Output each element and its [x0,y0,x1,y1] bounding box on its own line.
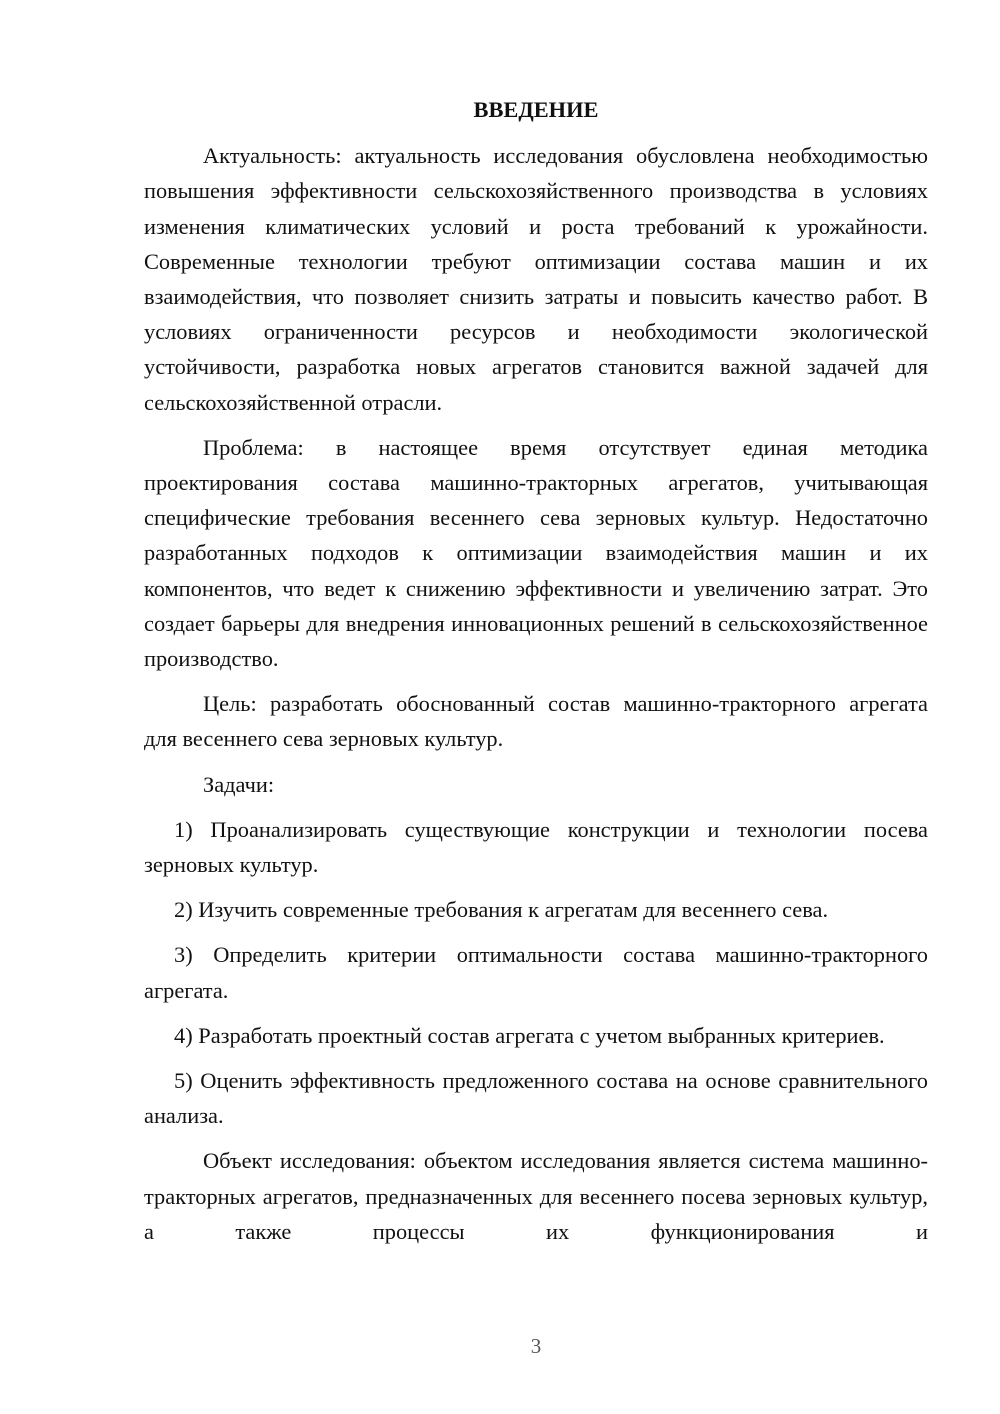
document-page [144,92,928,1249]
task-item-5: 5) Оценить эффективность предложенного состава на основе сравнительного анализа. [144,1068,928,1129]
task-item-1: 1) Проанализировать существующие конструкции и технологии посева зерновых культур. [144,816,928,878]
paragraph-object: Объект исследования: объектом исследования является система машинно-тракторных агрегатов, предназначенных для весеннего посева зерновых культур, а также процессы их функционирования и [144,1148,928,1244]
paragraph-problem: Проблема: в настоящее время отсутствует единая методика проектирования состава машинно-тракторных агрегатов, учитывающая специфические требования весеннего сева зерновых культур. Недостаточно разработанных подходов к оптимизации взаимодействия машин и их компонентов, что ведет к снижению эффективности и увеличению затрат. Это создает барьеры для внедрения инновационных решений в сельскохозяйственное производство. [144,434,928,672]
tasks-heading: Задачи: [203,771,275,797]
task-item-4: 4) Разработать проектный состав агрегата с учетом выбранных критериев. [174,1022,885,1048]
page-number: 3 [530,1334,542,1358]
task-item-2: 2) Изучить современные требования к агрегатам для весеннего сева. [174,897,829,923]
paragraph-relevance: Актуальность: актуальность исследования обусловлена необходимостью повышения эффективности сельскохозяйственного производства в условиях изменения климатических условий и роста требований к урожайности. Современные технологии требуют оптимизации состава машин и их взаимодействия, что позволяет снизить затраты и повысить качество работ. В условиях ограниченности ресурсов и необходимости экологической устойчивости, разработка новых агрегатов становится важной задачей для сельскохозяйственной отрасли. [144,143,928,415]
paragraph-goal: Цель: разработать обоснованный состав машинно-тракторного агрегата для весеннего сева зерновых культур. [144,691,928,752]
section-title: ВВЕДЕНИЕ [473,97,599,122]
task-item-3: 3) Определить критерии оптимальности состава машинно-тракторного агрегата. [144,942,928,1003]
